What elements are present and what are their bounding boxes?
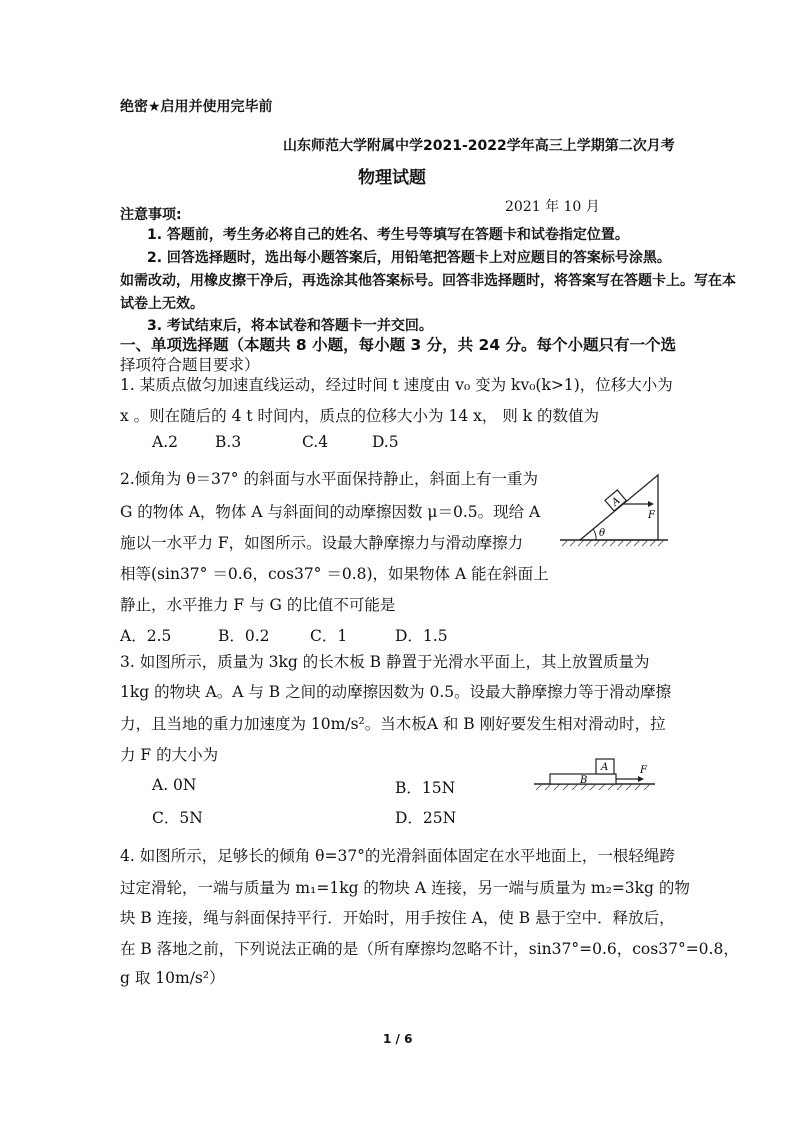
force-label: F xyxy=(648,510,655,521)
q3-option-d[interactable]: D．25N xyxy=(395,809,457,827)
q1-option-d[interactable]: D.5 xyxy=(372,433,399,451)
q1-option-c[interactable]: C.4 xyxy=(302,433,329,451)
angle-label: θ xyxy=(599,528,606,539)
q3-option-b[interactable]: B．15N xyxy=(395,779,456,797)
q1-line1: 1. 某质点做匀加速直线运动，经过时间 t 速度由 v₀ 变为 kv₀(k>1)，位移大小为 xyxy=(120,376,673,394)
q4-line1: 4. 如图所示，足够长的倾角 θ=37°的光滑斜面体固定在水平地面上，一根轻绳跨 xyxy=(120,847,675,865)
section-heading-line1: 一、单项选择题（本题共 8 小题，每小题 3 分，共 24 分。每个小题只有一个选 xyxy=(120,336,677,354)
q4-line2: 过定滑轮，一端与质量为 m₁=1kg 的物块 A 连接，另一端与质量为 m₂=3kg 的物 xyxy=(120,879,690,897)
section-heading-line2: 择项符合题目要求） xyxy=(120,356,260,374)
q2-line2: G 的物体 A，物体 A 与斜面间的动摩擦因数 μ＝0.5。现给 A xyxy=(120,503,541,521)
note-item-2-cont: 如需改动，用橡皮擦干净后，再选涂其他答案标号。回答非选择题时，将答案写在答题卡上。写在本 xyxy=(120,273,736,289)
q2-line4: 相等(sin37° ＝0.6，cos37° ＝0.8)，如果物体 A 能在斜面上 xyxy=(120,565,549,583)
block-a-label: A xyxy=(609,495,623,509)
force-arrowhead xyxy=(648,501,654,507)
q2-option-a[interactable]: A．2.5 xyxy=(120,627,172,645)
exam-date: 2021 年 10 月 xyxy=(505,199,600,215)
board-b-label: B xyxy=(580,775,588,786)
secrecy-label: 绝密★启用并使用完毕前 xyxy=(120,99,273,115)
page-number: 1 / 6 xyxy=(383,1032,413,1046)
q3-line3: 力，且当地的重力加速度为 10m/s²。当木板A 和 B 刚好要发生相对滑动时，拉 xyxy=(120,715,666,733)
q3-option-a[interactable]: A. 0N xyxy=(152,776,197,794)
school-exam-title: 山东师范大学附属中学2021-2022学年高三上学期第二次月考 xyxy=(283,138,675,154)
note-item-2-end: 试卷上无效。 xyxy=(120,296,204,312)
block-a xyxy=(605,490,626,511)
q2-line3: 施以一水平力 F，如图所示。设最大静摩擦力与滑动摩擦力 xyxy=(120,534,524,552)
q2-line1: 2.倾角为 θ＝37° 的斜面与水平面保持静止，斜面上有一重为 xyxy=(120,470,538,488)
q4-line3: 块 B 连接，绳与斜面保持平行．开始时，用手按住 A，使 B 悬于空中．释放后， xyxy=(120,909,675,927)
ground-hatch xyxy=(562,540,664,546)
board-figure xyxy=(530,754,660,794)
notes-heading: 注意事项: xyxy=(120,207,182,223)
q3-line4: 力 F 的大小为 xyxy=(120,746,219,764)
q1-line2: x 。则在随后的 4 t 时间内，质点的位移大小为 14 x， 则 k 的数值为 xyxy=(120,407,600,425)
note-item-2: 2. 回答选择题时，选出每小题答案后，用铅笔把答题卡上对应题目的答案标号涂黑。 xyxy=(147,250,671,266)
floor-hatch xyxy=(536,784,650,790)
block-a-top-label: A xyxy=(601,762,609,773)
q3-option-c[interactable]: C．5N xyxy=(152,809,203,827)
note-item-3: 3. 考试结束后，将本试卷和答题卡一并交回。 xyxy=(147,318,433,334)
q4-line4: 在 B 落地之前，下列说法正确的是（所有摩擦均忽略不计，sin37°=0.6，cos37°=0.8， xyxy=(120,940,739,958)
section-heading xyxy=(120,333,676,355)
pull-force-arrowhead xyxy=(638,776,644,782)
angle-arc xyxy=(593,529,596,540)
q4-line5: g 取 10m/s²） xyxy=(120,969,225,987)
q2-option-c[interactable]: C．1 xyxy=(310,627,348,645)
pull-force-label: F xyxy=(640,765,647,776)
q1-option-b[interactable]: B.3 xyxy=(215,433,242,451)
q3-line2: 1kg 的物块 A。A 与 B 之间的动摩擦因数为 0.5。设最大静摩擦力等于滑动摩擦 xyxy=(120,683,672,701)
page-title: 物理试题 xyxy=(358,168,426,188)
q2-option-b[interactable]: B．0.2 xyxy=(218,627,270,645)
q2-option-d[interactable]: D．1.5 xyxy=(395,627,448,645)
q1-option-a[interactable]: A.2 xyxy=(152,433,178,451)
incline-figure xyxy=(558,470,673,550)
q2-line5: 静止，水平推力 F 与 G 的比值不可能是 xyxy=(120,596,396,614)
note-item-1: 1. 答题前，考生务必将自己的姓名、考生号等填写在答题卡和试卷指定位置。 xyxy=(147,227,629,243)
q3-line1: 3. 如图所示，质量为 3kg 的长木板 B 静置于光滑水平面上，其上放置质量为 xyxy=(120,653,650,671)
